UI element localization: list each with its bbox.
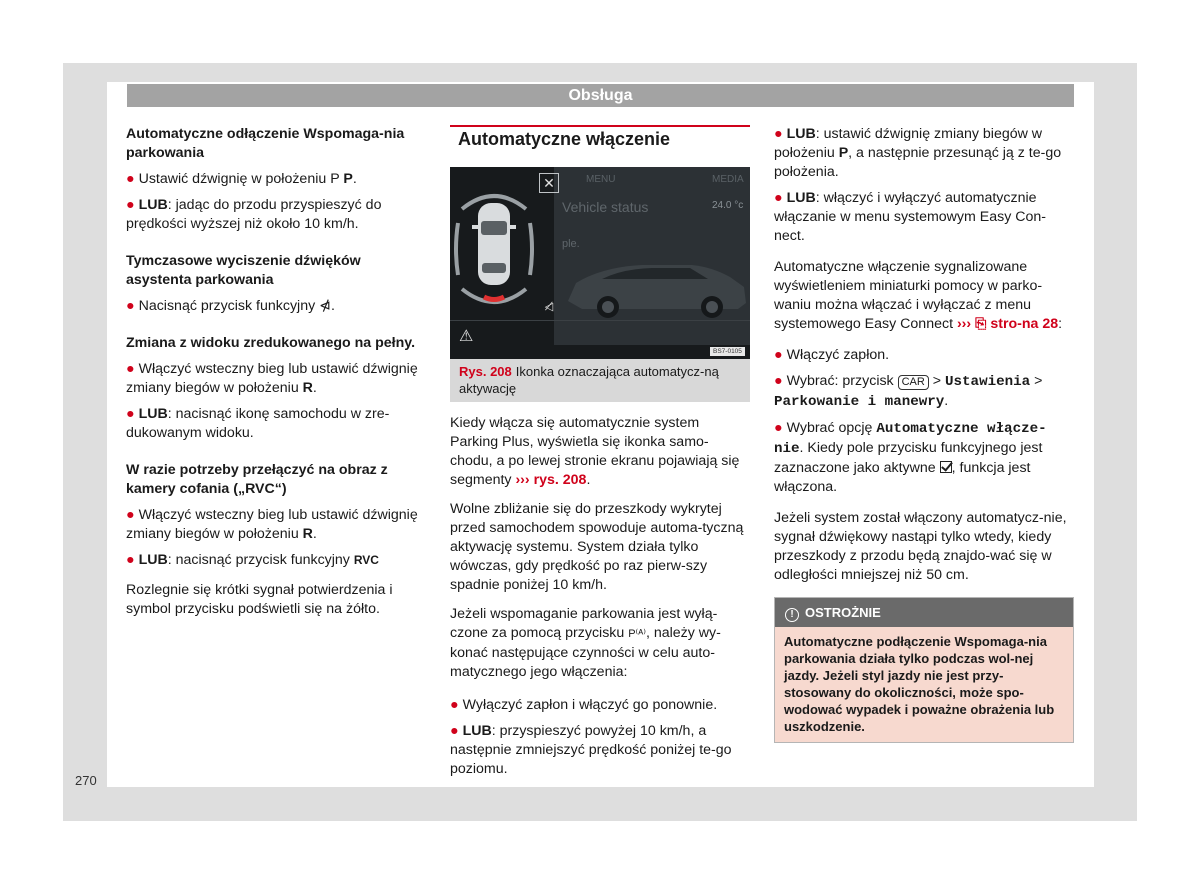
figure-reference-link[interactable]: ››› rys. 208 xyxy=(515,472,587,488)
column-3 xyxy=(774,125,1074,743)
close-icon[interactable]: ✕ xyxy=(539,173,559,193)
column-1 xyxy=(126,125,422,629)
car-photo xyxy=(562,253,750,323)
partial-text: ple. xyxy=(562,238,580,250)
warning-circle-icon: ! xyxy=(785,608,799,622)
screen-bottom-bar xyxy=(450,345,750,359)
bullet-item: ● Włączyć wsteczny bieg lub ustawić dźwignię zmiany biegów w położeniu R. xyxy=(126,507,418,542)
bullet-icon: ● xyxy=(450,697,459,713)
warning-text: Automatyczne podłączenie Wspomaga-nia parkowania działa tylko podczas wol-nej jazdy. Jeżeli styl jazdy nie jest przy-stosowany do okoliczności, może spo-wodować wypadek i poważne obrażenia lub uszkodzenie. xyxy=(775,627,1073,742)
subheading: W razie potrzeby przełączyć na obraz z kamery cofania („RVC“) xyxy=(126,462,388,497)
vehicle-status-text: Vehicle status xyxy=(562,199,649,215)
bullet-item: ● Ustawić dźwignię w położeniu P P. xyxy=(126,171,357,187)
bullet-icon: ● xyxy=(126,171,135,187)
bullet-item: ● LUB: ustawić dźwignię zmiany biegów w położeniu P, a następnie przesunąć ją z te-go położenia. xyxy=(774,126,1062,180)
menu-label: MENU xyxy=(586,174,616,185)
temperature-readout: 24.0 °c xyxy=(712,200,744,211)
bullet-icon: ● xyxy=(774,420,783,436)
paragraph: Automatyczne włączenie sygnalizowane wyświetleniem miniaturki pomocy w parko-waniu można włączać i wyłączać z menu systemowego Easy Connect ››› ⎘ stro-na 28: xyxy=(774,259,1063,332)
subheading: Automatyczne odłączenie Wspomaga-nia parkowania xyxy=(126,126,405,161)
section-title: Automatyczne włączenie xyxy=(450,125,750,155)
paragraph: Jeżeli wspomaganie parkowania jest wyłą-czone za pomocą przycisku P⁽ᴬ⁾, należy wy-konać następujące czynności w celu auto-matycznego jego włączenia: xyxy=(450,606,721,680)
subheading: Zmiana z widoku zredukowanego na pełny. xyxy=(126,335,416,351)
car-top-view-icon xyxy=(454,189,534,311)
bullet-item: ● Wybrać: przycisk CAR > Ustawienia > Parkowanie i manewry. xyxy=(774,373,1043,410)
bullet-item: ● Włączyć zapłon. xyxy=(774,347,890,363)
warning-box xyxy=(774,597,1074,743)
media-label: MEDIA xyxy=(712,174,744,185)
bullet-icon: ● xyxy=(126,552,135,568)
screen-divider xyxy=(450,320,750,321)
section-header: Obsługa xyxy=(127,84,1074,107)
warning-header: ! OSTROŻNIE xyxy=(775,598,1073,627)
paragraph: Rozlegnie się krótki sygnał potwierdzenia i symbol przycisku podświetli się na żółto. xyxy=(126,582,393,617)
bullet-icon: ● xyxy=(126,406,135,422)
paragraph: Kiedy włącza się automatycznie system Parking Plus, wyświetla się ikonka samo-chodu, a po lewej stronie ekranu pojawiają się segmenty ››› rys. 208. xyxy=(450,415,740,488)
bullet-icon: ● xyxy=(126,298,135,314)
page-number: 270 xyxy=(75,773,97,788)
bullet-icon: ● xyxy=(450,723,459,739)
bullet-item: ● Wybrać opcję Automatyczne włącze-nie. Kiedy pole przycisku funkcyjnego jest zaznaczone jako aktywne , funkcja jest włączona. xyxy=(774,420,1047,495)
bullet-item: ● LUB: nacisnąć przycisk funkcyjny RVC xyxy=(126,552,379,568)
bullet-icon: ● xyxy=(774,347,783,363)
bullet-item: ● Włączyć wsteczny bieg lub ustawić dźwignię zmiany biegów w położeniu R. xyxy=(126,361,418,396)
checkbox-checked-icon xyxy=(940,461,952,473)
sound-mute-icon[interactable]: ◁̸ xyxy=(544,301,554,313)
paragraph: Wolne zbliżanie się do przeszkody wykrytej przed samochodem spowoduje automa-tyczną aktywację systemu. System działa tylko wówczas, gdy prędkość po raz pierw-szy spadnie poniżej 10 km/h. xyxy=(450,501,744,593)
bullet-item: ● Wyłączyć zapłon i włączyć go ponownie. xyxy=(450,697,718,713)
column-2 xyxy=(450,125,750,786)
paragraph: Jeżeli system został włączony automatycz-nie, sygnał dźwiękowy nastąpi tylko wtedy, kiedy przeszkody z przodu będą znajdo-wać się w odległości mniejszej niż 50 cm. xyxy=(774,510,1067,583)
figure-caption: Rys. 208 Ikonka oznaczająca automatycz-ną aktywację xyxy=(450,359,750,402)
bullet-icon: ● xyxy=(126,197,135,213)
image-code: BS7-0105 xyxy=(710,347,745,356)
car-key-icon: CAR xyxy=(898,375,929,390)
bullet-icon: ● xyxy=(774,373,783,389)
bullet-item: ● LUB: nacisnąć ikonę samochodu w zre-dukowanym widoku. xyxy=(126,406,390,441)
bullet-icon: ● xyxy=(126,361,135,377)
bullet-icon: ● xyxy=(774,126,783,142)
subheading: Tymczasowe wyciszenie dźwięków asystenta parkowania xyxy=(126,253,361,288)
bullet-item: ● Nacisnąć przycisk funkcyjny ⋪. xyxy=(126,298,335,314)
figure-screen xyxy=(450,167,750,359)
bullet-item: ● LUB: jadąc do przodu przyspieszyć do prędkości wyższej niż około 10 km/h. xyxy=(126,197,382,232)
parking-assist-button-icon: P⁽ᴬ⁾ xyxy=(628,628,646,640)
bullet-item: ● LUB: włączyć i wyłączyć automatycznie włączanie w menu systemowym Easy Con-nect. xyxy=(774,190,1047,244)
bullet-icon: ● xyxy=(126,507,135,523)
bullet-icon: ● xyxy=(774,190,783,206)
page-reference-link[interactable]: ››› ⎘ stro-na 28 xyxy=(956,316,1059,332)
bullet-item: ● LUB: przyspieszyć powyżej 10 km/h, a następnie zmniejszyć prędkość poniżej te-go poziomu. xyxy=(450,723,732,777)
warning-triangle-icon: ⚠ xyxy=(459,328,474,345)
sound-mute-icon: ⋪ xyxy=(319,298,332,314)
